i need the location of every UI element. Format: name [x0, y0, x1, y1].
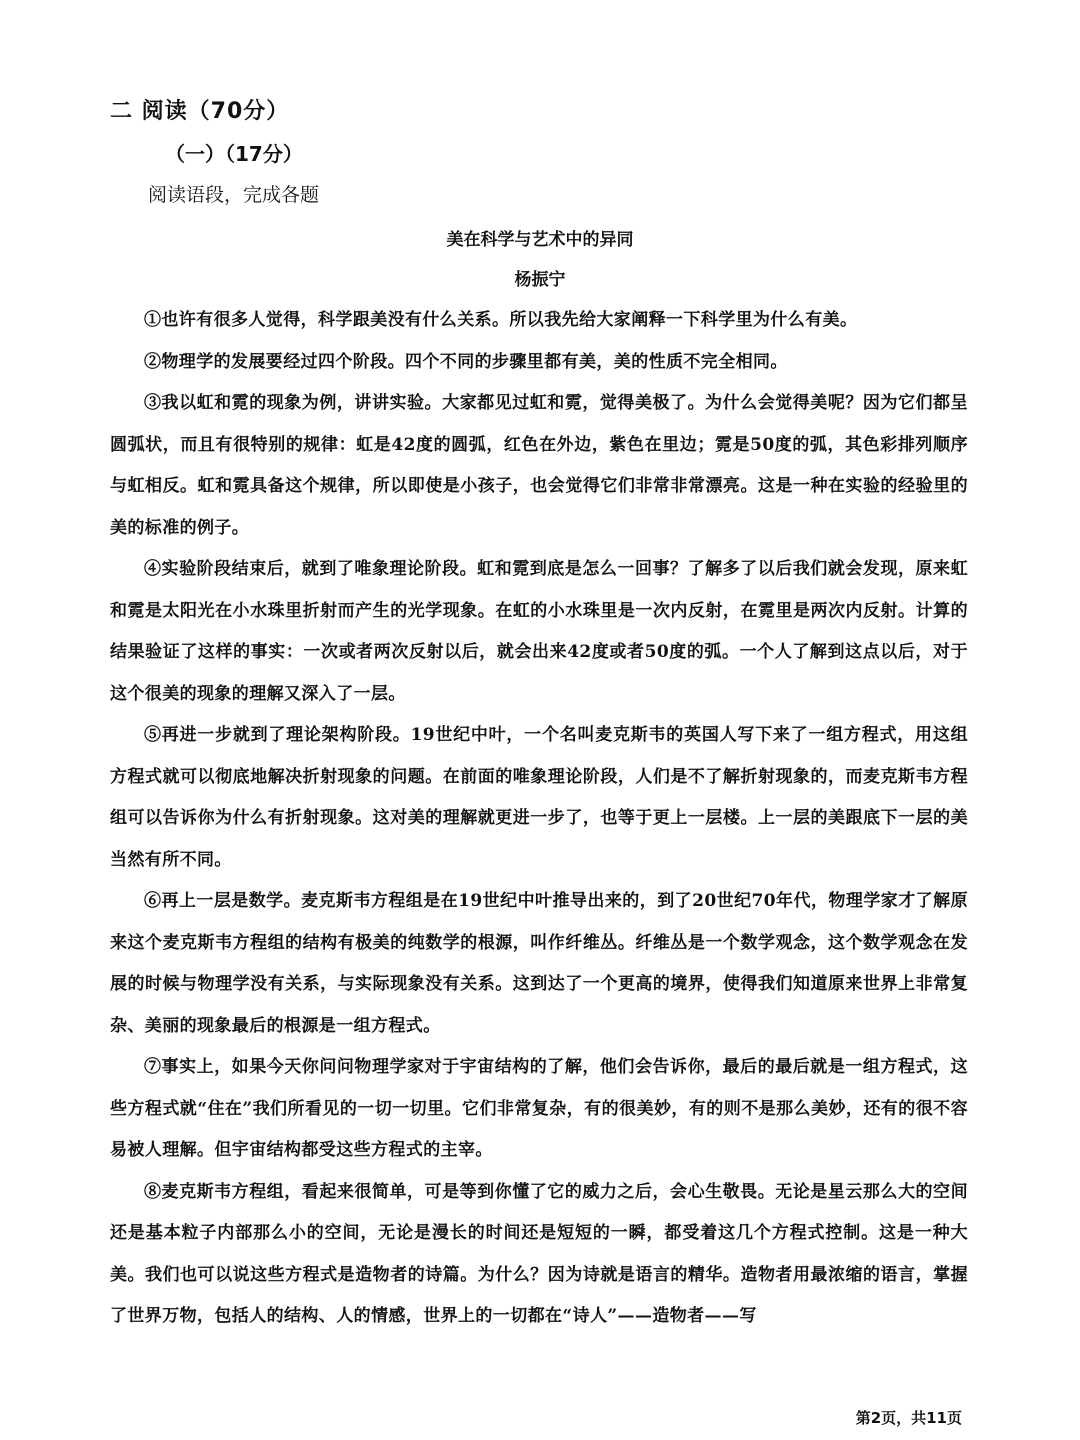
article-author: 杨振宁	[514, 270, 566, 290]
paragraph-1: ①也许有很多人觉得，科学跟美没有什么关系。所以我先给大家阐释一下科学里为什么有美。	[144, 310, 858, 330]
article-title: 美在科学与艺术中的异同	[446, 230, 634, 250]
reading-instruction: 阅读语段，完成各题	[148, 184, 320, 206]
section-title: 二 阅读（70分）	[110, 99, 290, 124]
paragraph-3: ③我以虹和霓的现象为例，讲讲实验。大家都见过虹和霓，觉得美极了。为什么会觉得美呢？因为它们都呈圆弧状，而且有很特别的规律：虹是42度的圆弧，红色在外边，紫色在里边；霓是50度的弧，其色彩排列顺序与虹相反。虹和霓具备这个规律，所以即使是小孩子，也会觉得它们非常非常漂亮。这是一种在实验的经验里的美的标准的例子。	[110, 393, 968, 538]
paragraph-6: ⑥再上一层是数学。麦克斯韦方程组是在19世纪中叶推导出来的，到了20世纪70年代，物理学家才了解原来这个麦克斯韦方程组的结构有极美的纯数学的根源，叫作纤维丛。纤维丛是一个数学观念，这个数学观念在发展的时候与物理学没有关系，与实际现象没有关系。这到达了一个更高的境界，使得我们知道原来世界上非常复杂、美丽的现象最后的根源是一组方程式。	[110, 891, 968, 1036]
paragraph-8: ⑧麦克斯韦方程组，看起来很简单，可是等到你懂了它的威力之后，会心生敬畏。无论是星云那么大的空间还是基本粒子内部那么小的空间，无论是漫长的时间还是短短的一瞬，都受着这几个方程式控制。这是一种大美。我们也可以说这些方程式是造物者的诗篇。为什么？因为诗就是语言的精华。造物者用最浓缩的语言，掌握了世界万物，包括人的结构、人的情感，世界上的一切都在“诗人”——造物者——写	[110, 1181, 968, 1326]
sub-section-title: （一）（17分）	[165, 142, 303, 166]
paragraph-7: ⑦事实上，如果今天你问问物理学家对于宇宙结构的了解，他们会告诉你，最后的最后就是一组方程式，这些方程式就“住在”我们所看见的一切一切里。它们非常复杂，有的很美妙，有的则不是那么美妙，还有的很不容易被人理解。但宇宙结构都受这些方程式的主宰。	[110, 1057, 968, 1160]
paragraph-5: ⑤再进一步就到了理论架构阶段。19世纪中叶，一个名叫麦克斯韦的英国人写下来了一组方程式，用这组方程式就可以彻底地解决折射现象的问题。在前面的唯象理论阶段，人们是不了解折射现象的，而麦克斯韦方程组可以告诉你为什么有折射现象。这对美的理解就更进一步了，也等于更上一层楼。上一层的美跟底下一层的美当然有所不同。	[110, 725, 968, 870]
page-number: 第2页，共11页	[855, 1409, 962, 1427]
paragraph-4: ④实验阶段结束后，就到了唯象理论阶段。虹和霓到底是怎么一回事？了解多了以后我们就会发现，原来虹和霓是太阳光在小水珠里折射而产生的光学现象。在虹的小水珠里是一次内反射，在霓里是两次内反射。计算的结果验证了这样的事实：一次或者两次反射以后，就会出来42度或者50度的弧。一个人了解到这点以后，对于这个很美的现象的理解又深入了一层。	[110, 559, 968, 704]
paragraph-2: ②物理学的发展要经过四个阶段。四个不同的步骤里都有美，美的性质不完全相同。	[144, 351, 788, 372]
article-body	[110, 300, 968, 1338]
